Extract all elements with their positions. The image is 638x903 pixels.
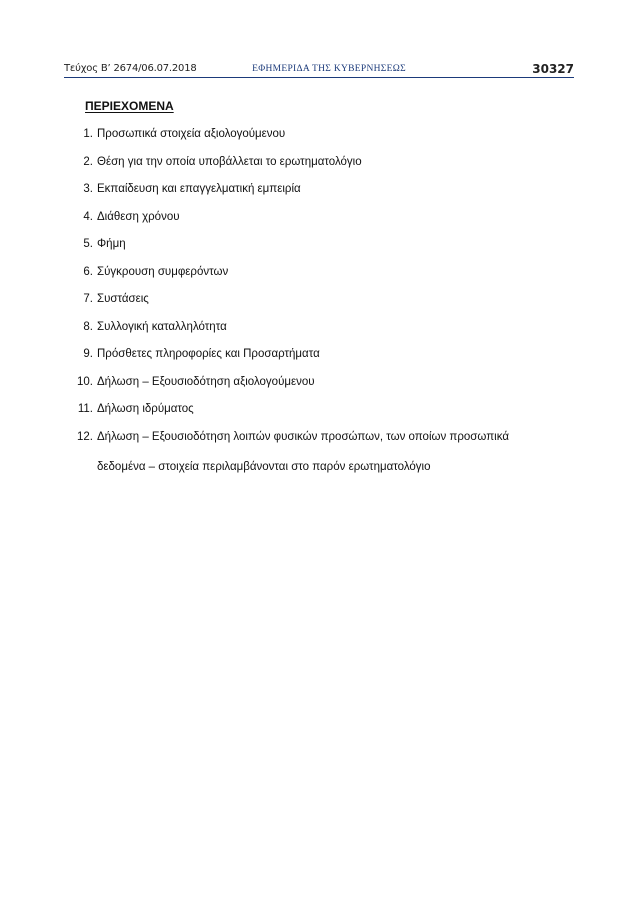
toc-item-number: 1. <box>83 128 93 140</box>
toc-item <box>64 126 574 154</box>
toc-item-text: Προσωπικά στοιχεία αξιολογούμενου <box>97 128 286 140</box>
issue-label: Τεύχος Β’ 2674/06.07.2018 <box>64 63 197 74</box>
toc-item <box>64 181 574 209</box>
toc-item-text: Δήλωση – Εξουσιοδότηση λοιπών φυσικών προσώπων, των οποίων προσωπικά <box>97 430 509 443</box>
toc-item <box>64 291 574 319</box>
toc-item-number: 12. <box>77 430 93 443</box>
toc-item-text: Εκπαίδευση και επαγγελματική εμπειρία <box>97 183 301 195</box>
toc-title: ΠΕΡΙΕΧΟΜΕΝΑ <box>85 99 174 113</box>
toc-item-text: Σύγκρουση συμφερόντων <box>97 265 229 278</box>
toc-item-number: 7. <box>83 293 93 305</box>
toc-item-text: Πρόσθετες πληροφορίες και Προσαρτήματα <box>97 348 320 360</box>
toc-item-number: 3. <box>83 183 93 195</box>
toc-item-number: 4. <box>83 210 93 223</box>
toc-item <box>64 401 574 429</box>
toc-item <box>64 319 574 347</box>
toc-item-text: Φήμη <box>97 238 126 250</box>
toc-item-text: Συλλογική καταλληλότητα <box>97 320 227 333</box>
toc-item-number: 2. <box>83 155 93 168</box>
toc-item-continuation: δεδομένα – στοιχεία περιλαμβάνονται στο παρόν ερωτηματολόγιο <box>97 461 431 473</box>
toc-item <box>64 264 574 292</box>
toc-item-text: Διάθεση χρόνου <box>97 210 180 223</box>
toc-item-number: 10. <box>77 375 93 388</box>
toc-item <box>64 346 574 374</box>
toc-item-text: Δήλωση – Εξουσιοδότηση αξιολογούμενου <box>97 375 315 388</box>
toc-item-text: Θέση για την οποία υποβάλλεται το ερωτηματολόγιο <box>97 155 362 168</box>
header-divider <box>64 77 574 78</box>
toc-item-number: 9. <box>83 348 93 360</box>
page-number: 30327 <box>532 62 574 76</box>
toc-item-number: 6. <box>83 265 93 278</box>
toc-item <box>64 429 574 457</box>
toc-item-number: 5. <box>83 238 93 250</box>
toc-item-text: Δήλωση ιδρύματος <box>97 403 194 415</box>
toc-list <box>64 126 574 456</box>
toc-item <box>64 209 574 237</box>
toc-item-text: Συστάσεις <box>97 293 149 305</box>
toc-item-number: 8. <box>83 320 93 333</box>
toc-item <box>64 236 574 264</box>
gazette-name: ΕΦΗΜΕΡΙΔΑ ΤΗΣ ΚΥΒΕΡΝΗΣΕΩΣ <box>252 64 406 74</box>
toc-item <box>64 154 574 182</box>
toc-item <box>64 374 574 402</box>
toc-item-number: 11. <box>77 403 93 415</box>
